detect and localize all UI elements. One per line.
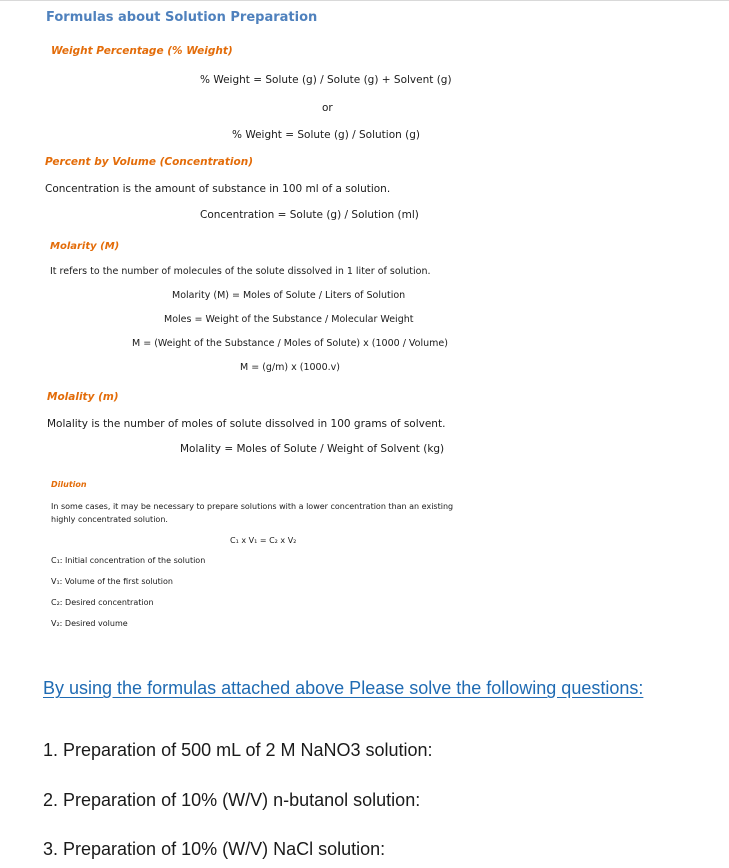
question-item: 2. Preparation of 10% (W/V) n-butanol solution:: [43, 790, 421, 810]
document-title: Formulas about Solution Preparation: [46, 10, 318, 25]
molarity-description: It refers to the number of molecules of the solute dissolved in 1 liter of solution.: [50, 266, 431, 277]
dilution-definition: V₂: Desired volume: [51, 619, 128, 628]
molality-description: Molality is the number of moles of solute dissolved in 100 grams of solvent.: [47, 418, 446, 430]
percent-volume-heading: Percent by Volume (Concentration): [45, 156, 253, 168]
weight-formula-2: % Weight = Solute (g) / Solution (g): [232, 129, 420, 141]
dilution-definition: C₂: Desired concentration: [51, 598, 154, 607]
percent-volume-description: Concentration is the amount of substance in 100 ml of a solution.: [45, 183, 391, 195]
molarity-formula-4: M = (g/m) x (1000.v): [240, 362, 340, 373]
dilution-definition: V₁: Volume of the first solution: [51, 577, 173, 586]
molality-formula: Molality = Moles of Solute / Weight of Solvent (kg): [180, 443, 445, 455]
molarity-heading: Molarity (M): [50, 241, 120, 252]
question-item: 1. Preparation of 500 mL of 2 M NaNO3 solution:: [43, 740, 433, 760]
weight-percentage-heading: Weight Percentage (% Weight): [51, 45, 233, 57]
concentration-formula: Concentration = Solute (g) / Solution (ml): [200, 209, 419, 221]
dilution-description-line-1: In some cases, it may be necessary to prepare solutions with a lower concentration than an existing: [51, 502, 454, 511]
molarity-formula-3: M = (Weight of the Substance / Moles of Solute) x (1000 / Volume): [132, 338, 448, 349]
dilution-description-line-2: highly concentrated solution.: [51, 515, 168, 524]
questions-heading: By using the formulas attached above Please solve the following questions:: [43, 678, 644, 698]
dilution-definition: C₁: Initial concentration of the solution: [51, 556, 206, 565]
question-item: 3. Preparation of 10% (W/V) NaCl solution:: [43, 839, 386, 859]
molality-heading: Molality (m): [47, 391, 119, 403]
top-border: [0, 0, 729, 1]
dilution-heading: Dilution: [51, 480, 87, 489]
dilution-formula: C₁ x V₁ = C₂ x V₂: [230, 536, 297, 545]
molarity-formula-2: Moles = Weight of the Substance / Molecular Weight: [164, 314, 414, 325]
molarity-formula-1: Molarity (M) = Moles of Solute / Liters of Solution: [172, 290, 406, 301]
weight-formula-1: % Weight = Solute (g) / Solute (g) + Solvent (g): [200, 74, 452, 86]
or-label: or: [322, 102, 333, 114]
